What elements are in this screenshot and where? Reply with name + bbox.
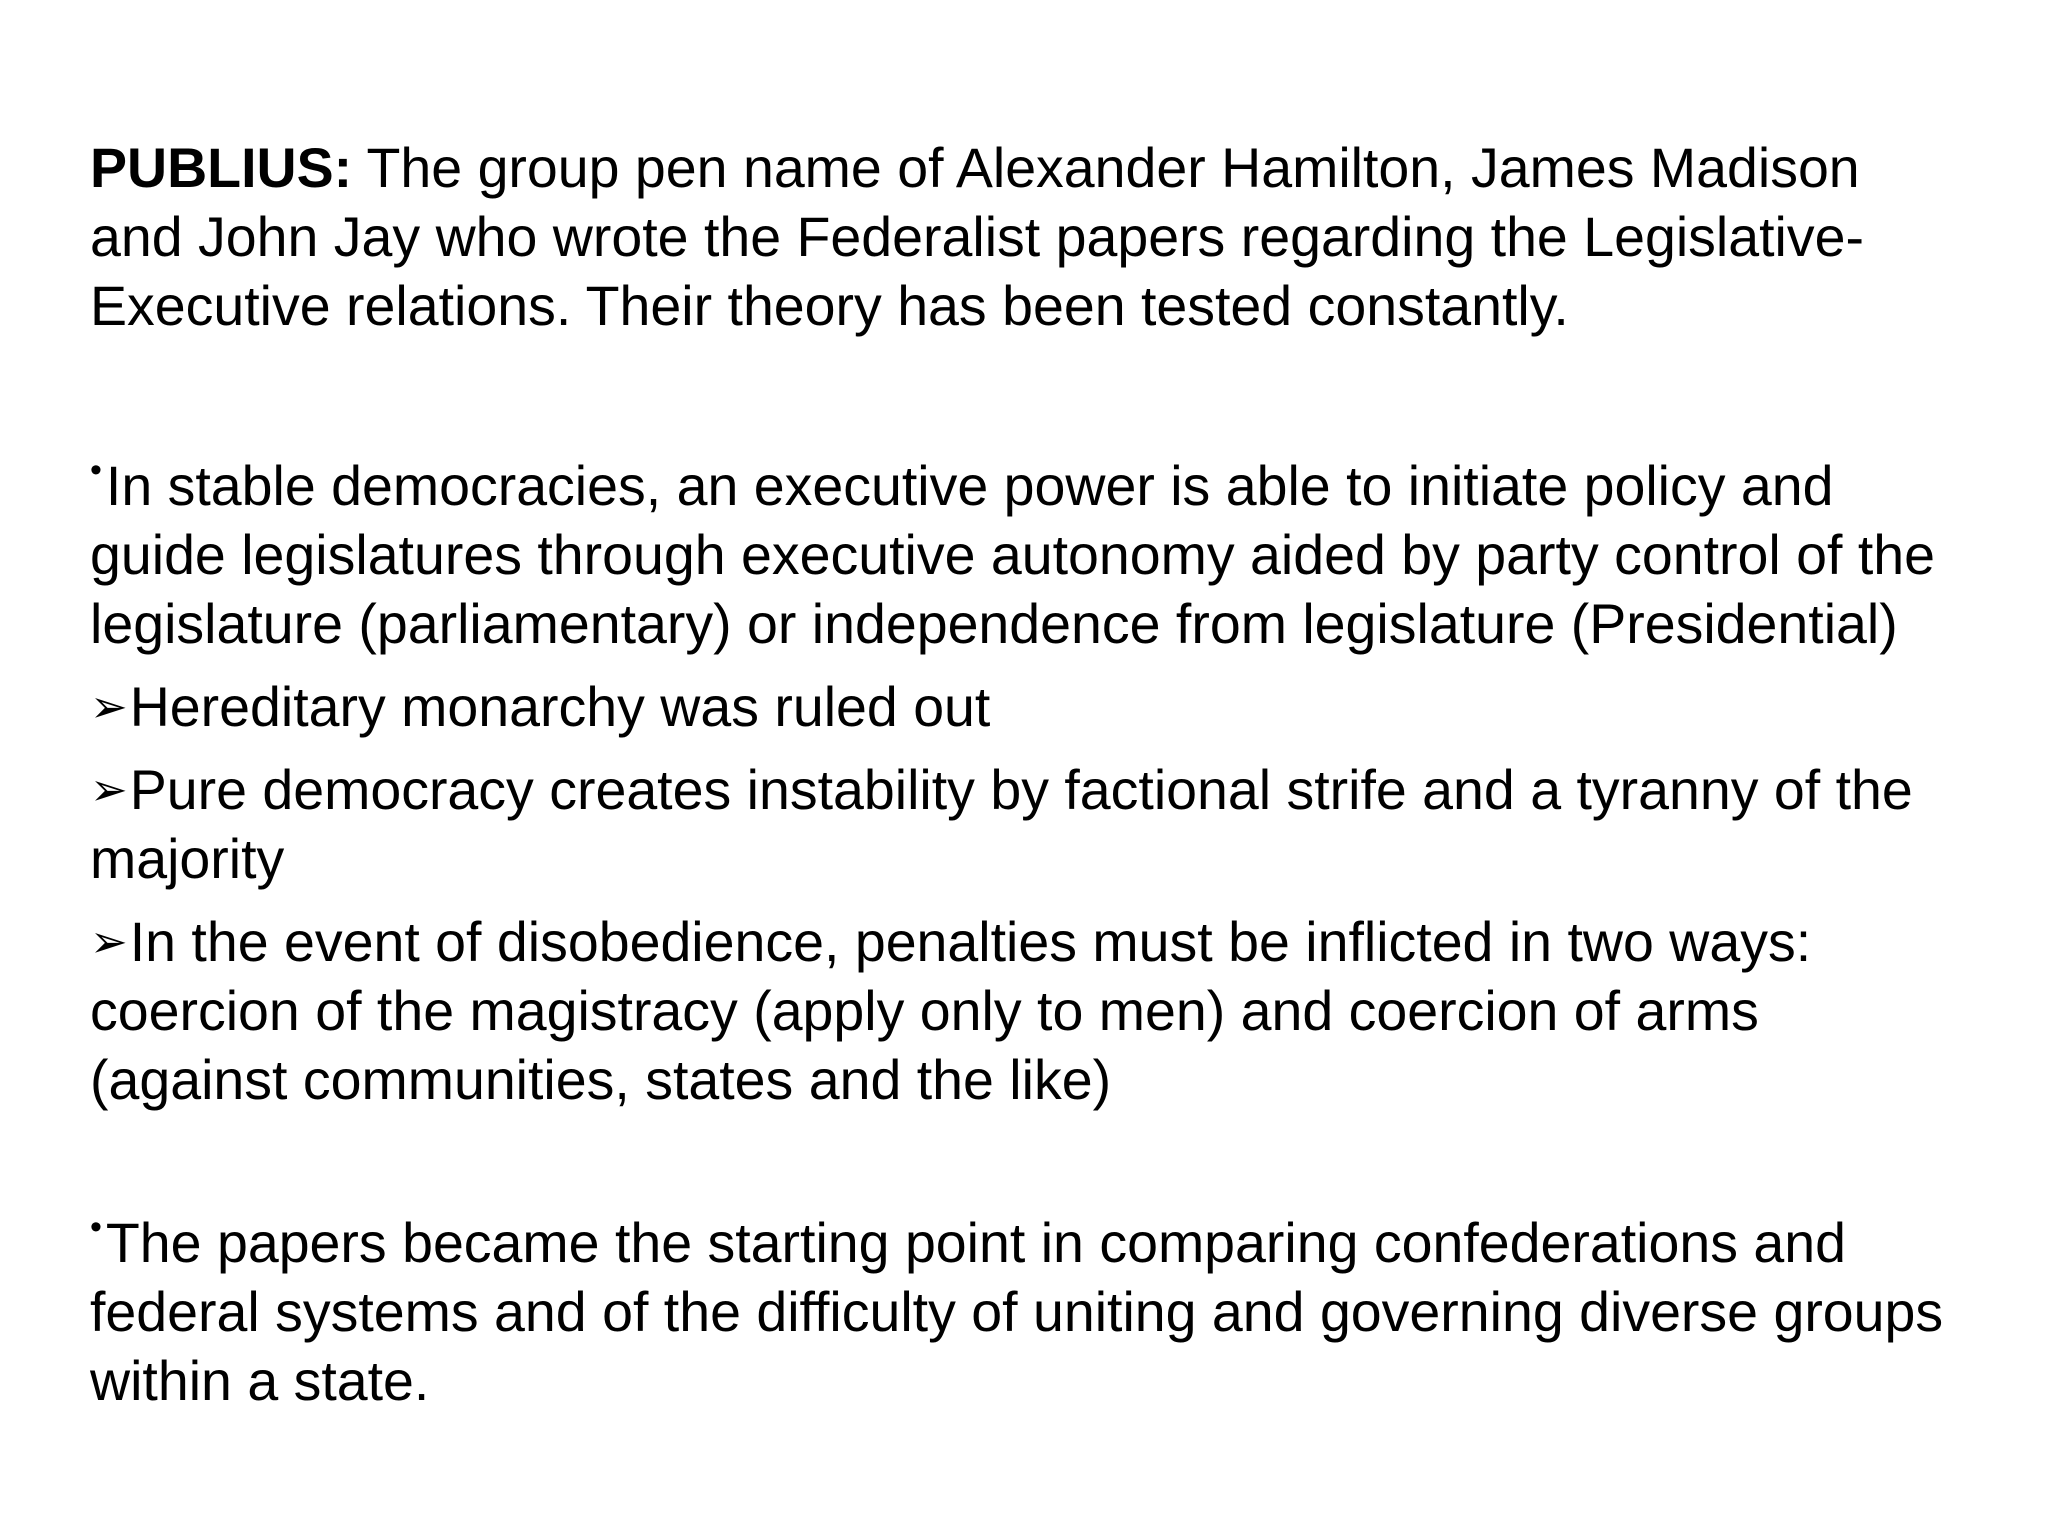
bullet-icon: • bbox=[90, 451, 102, 489]
arrow-bullet-icon: ➢ bbox=[90, 916, 128, 967]
bullet-item bbox=[90, 1193, 1960, 1416]
bullet-text: The papers became the starting point in comparing confederations and federal systems and of the difficulty of uniting and governing diverse groups within a state. bbox=[90, 1212, 1944, 1412]
slide-content bbox=[90, 134, 1960, 1416]
sub-bullet-item bbox=[90, 907, 1960, 1115]
sub-bullet-text: Pure democracy creates instability by factional strife and a tyranny of the majority bbox=[90, 759, 1913, 890]
sub-bullet-item bbox=[90, 672, 1960, 742]
sub-bullet-text: In the event of disobedience, penalties must be inflicted in two ways: coercion of the magistracy (apply only to men) and coercion of arms (against communities, states and the like) bbox=[90, 911, 1812, 1111]
sub-bullet-item bbox=[90, 755, 1960, 894]
intro-text: The group pen name of Alexander Hamilton, James Madison and John Jay who wrote the Federalist papers regarding the Legislative-Executive relations. Their theory has been tested constantly. bbox=[90, 137, 1864, 337]
intro-term: PUBLIUS: bbox=[90, 137, 353, 199]
arrow-bullet-icon: ➢ bbox=[90, 764, 128, 815]
bullet-item bbox=[90, 436, 1960, 659]
spacer bbox=[90, 1115, 1960, 1193]
bullet-text: In stable democracies, an executive power is able to initiate policy and guide legislatures through executive autonomy aided by party control of the legislature (parliamentary) or independence from legislature (Presidential) bbox=[90, 455, 1935, 655]
sub-bullet-text: Hereditary monarchy was ruled out bbox=[129, 676, 991, 738]
bullet-icon: • bbox=[90, 1208, 102, 1246]
intro-paragraph bbox=[90, 134, 1960, 341]
spacer bbox=[90, 341, 1960, 436]
arrow-bullet-icon: ➢ bbox=[90, 681, 128, 732]
